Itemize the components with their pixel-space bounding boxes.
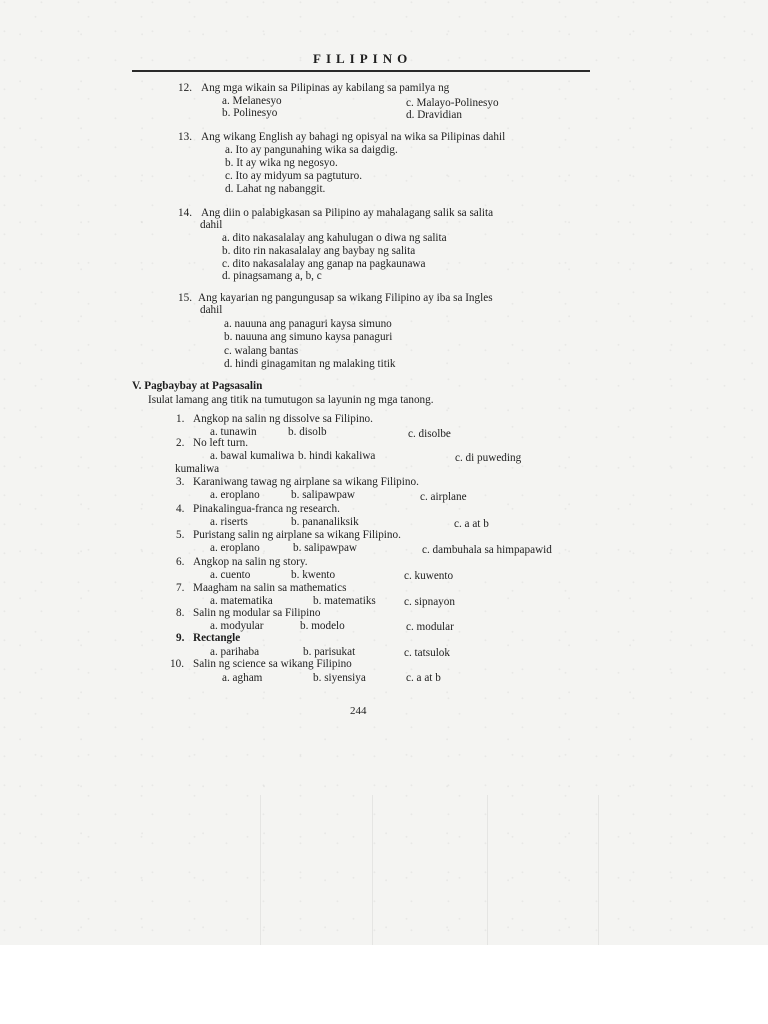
- choice: c. a at b: [406, 672, 441, 684]
- choice: a. bawal kumaliwa: [210, 450, 295, 462]
- choice: a. eroplano: [210, 489, 260, 501]
- choice: b. matematiks: [313, 595, 376, 607]
- question-stem: Ang kayarian ng pangungusap sa wikang Filipino ay iba sa Ingles: [198, 292, 493, 304]
- paper-fold-line: [260, 795, 261, 945]
- paper-fold-line: [487, 795, 488, 945]
- choice: b. dito rin nakasalalay ang baybay ng salita: [222, 245, 416, 257]
- choice: a. tunawin: [210, 426, 257, 438]
- choice: b. hindi kakaliwa: [298, 450, 376, 462]
- question-number: 1.: [176, 413, 185, 425]
- choice: b. salipawpaw: [293, 542, 358, 554]
- question-stem: Salin ng science sa wikang Filipino: [193, 658, 352, 670]
- choice: c. kuwento: [404, 570, 454, 582]
- section-instruction: Isulat lamang ang titik na tumutugon sa layunin ng mga tanong.: [148, 394, 434, 406]
- choice: d. hindi ginagamitan ng malaking titik: [224, 358, 396, 370]
- choice: c. modular: [406, 621, 454, 633]
- choice-wrap: kumaliwa: [175, 463, 220, 475]
- page-header-title: FILIPINO: [313, 51, 413, 66]
- choice: b. parisukat: [303, 646, 356, 658]
- choice: a. eroplano: [210, 542, 260, 554]
- choice: b. salipawpaw: [291, 489, 356, 501]
- question-number: 2.: [176, 437, 185, 449]
- question-number: 13.: [178, 131, 192, 143]
- choice: a. Ito ay pangunahing wika sa daigdig.: [225, 144, 398, 156]
- choice: b. siyensiya: [313, 672, 366, 684]
- question-stem: No left turn.: [193, 437, 248, 449]
- question-stem-wrap: dahil: [200, 304, 223, 316]
- question-number: 6.: [176, 556, 185, 568]
- choice: a. Melanesyo: [222, 95, 282, 107]
- choice: b. disolb: [288, 426, 327, 438]
- choice: a. agham: [222, 672, 263, 684]
- question-stem: Puristang salin ng airplane sa wikang Filipino.: [193, 529, 401, 541]
- question-number: 4.: [176, 503, 185, 515]
- choice: a. riserts: [210, 516, 248, 528]
- header-rule: [132, 70, 590, 72]
- choice: c. Ito ay midyum sa pagtuturo.: [225, 170, 363, 182]
- choice: c. airplane: [420, 491, 467, 503]
- choice: c. sipnayon: [404, 596, 455, 608]
- question-number: 14.: [178, 207, 192, 219]
- choice: a. parihaba: [210, 646, 260, 658]
- choice: c. dambuhala sa himpapawid: [422, 544, 552, 556]
- question-stem: Pinakalingua-franca ng research.: [193, 503, 340, 515]
- choice: c. walang bantas: [224, 345, 299, 357]
- question-stem: Ang wikang English ay bahagi ng opisyal na wika sa Pilipinas dahil: [201, 131, 506, 143]
- question-stem: Rectangle: [193, 632, 241, 644]
- choice: c. tatsulok: [404, 647, 450, 659]
- question-number: 8.: [176, 607, 185, 619]
- question-stem: Ang diin o palabigkasan sa Pilipino ay mahalagang salik sa salita: [201, 207, 494, 219]
- choice: b. pananaliksik: [291, 516, 359, 528]
- section-heading: V. Pagbaybay at Pagsasalin: [132, 380, 263, 392]
- question-number: 7.: [176, 582, 185, 594]
- choice: b. modelo: [300, 620, 345, 632]
- choice: b. nauuna ang simuno kaysa panaguri: [224, 331, 393, 343]
- choice: c. a at b: [454, 518, 489, 530]
- paper-fold-line: [372, 795, 373, 945]
- question-number: 3.: [176, 476, 185, 488]
- question-stem: Angkop na salin ng dissolve sa Filipino.: [193, 413, 373, 425]
- choice: d. Lahat ng nabanggit.: [225, 183, 326, 195]
- question-number: 12.: [178, 82, 192, 94]
- question-stem-wrap: dahil: [200, 219, 223, 231]
- question-number: 15.: [178, 292, 192, 304]
- question-number: 9.: [176, 632, 185, 644]
- question-stem: Salin ng modular sa Filipino: [193, 607, 321, 619]
- choice: c. disolbe: [408, 428, 451, 440]
- question-stem: Karaniwang tawag ng airplane sa wikang Filipino.: [193, 476, 419, 488]
- paper-fold-line: [598, 795, 599, 945]
- question-stem: Ang mga wikain sa Pilipinas ay kabilang sa pamilya ng: [201, 82, 450, 94]
- choice: b. Polinesyo: [222, 107, 278, 119]
- question-stem: Maagham na salin sa mathematics: [193, 582, 347, 594]
- choice: c. Malayo-Polinesyo: [406, 97, 499, 109]
- choice: a. matematika: [210, 595, 273, 607]
- page-number: 244: [350, 705, 367, 717]
- choice: b. kwento: [291, 569, 336, 581]
- choice: d. pinagsamang a, b, c: [222, 270, 322, 282]
- choice: b. It ay wika ng negosyo.: [225, 157, 338, 169]
- choice: a. cuento: [210, 569, 251, 581]
- question-number: 5.: [176, 529, 185, 541]
- choice: d. Dravidian: [406, 109, 462, 121]
- choice: a. modyular: [210, 620, 264, 632]
- question-stem: Angkop na salin ng story.: [193, 556, 308, 568]
- choice: a. dito nakasalalay ang kahulugan o diwa ng salita: [222, 232, 447, 244]
- choice: c. di puweding: [455, 452, 522, 464]
- question-number: 10.: [170, 658, 184, 670]
- choice: c. dito nakasalalay ang ganap na pagkaunawa: [222, 258, 426, 270]
- choice: a. nauuna ang panaguri kaysa simuno: [224, 318, 392, 330]
